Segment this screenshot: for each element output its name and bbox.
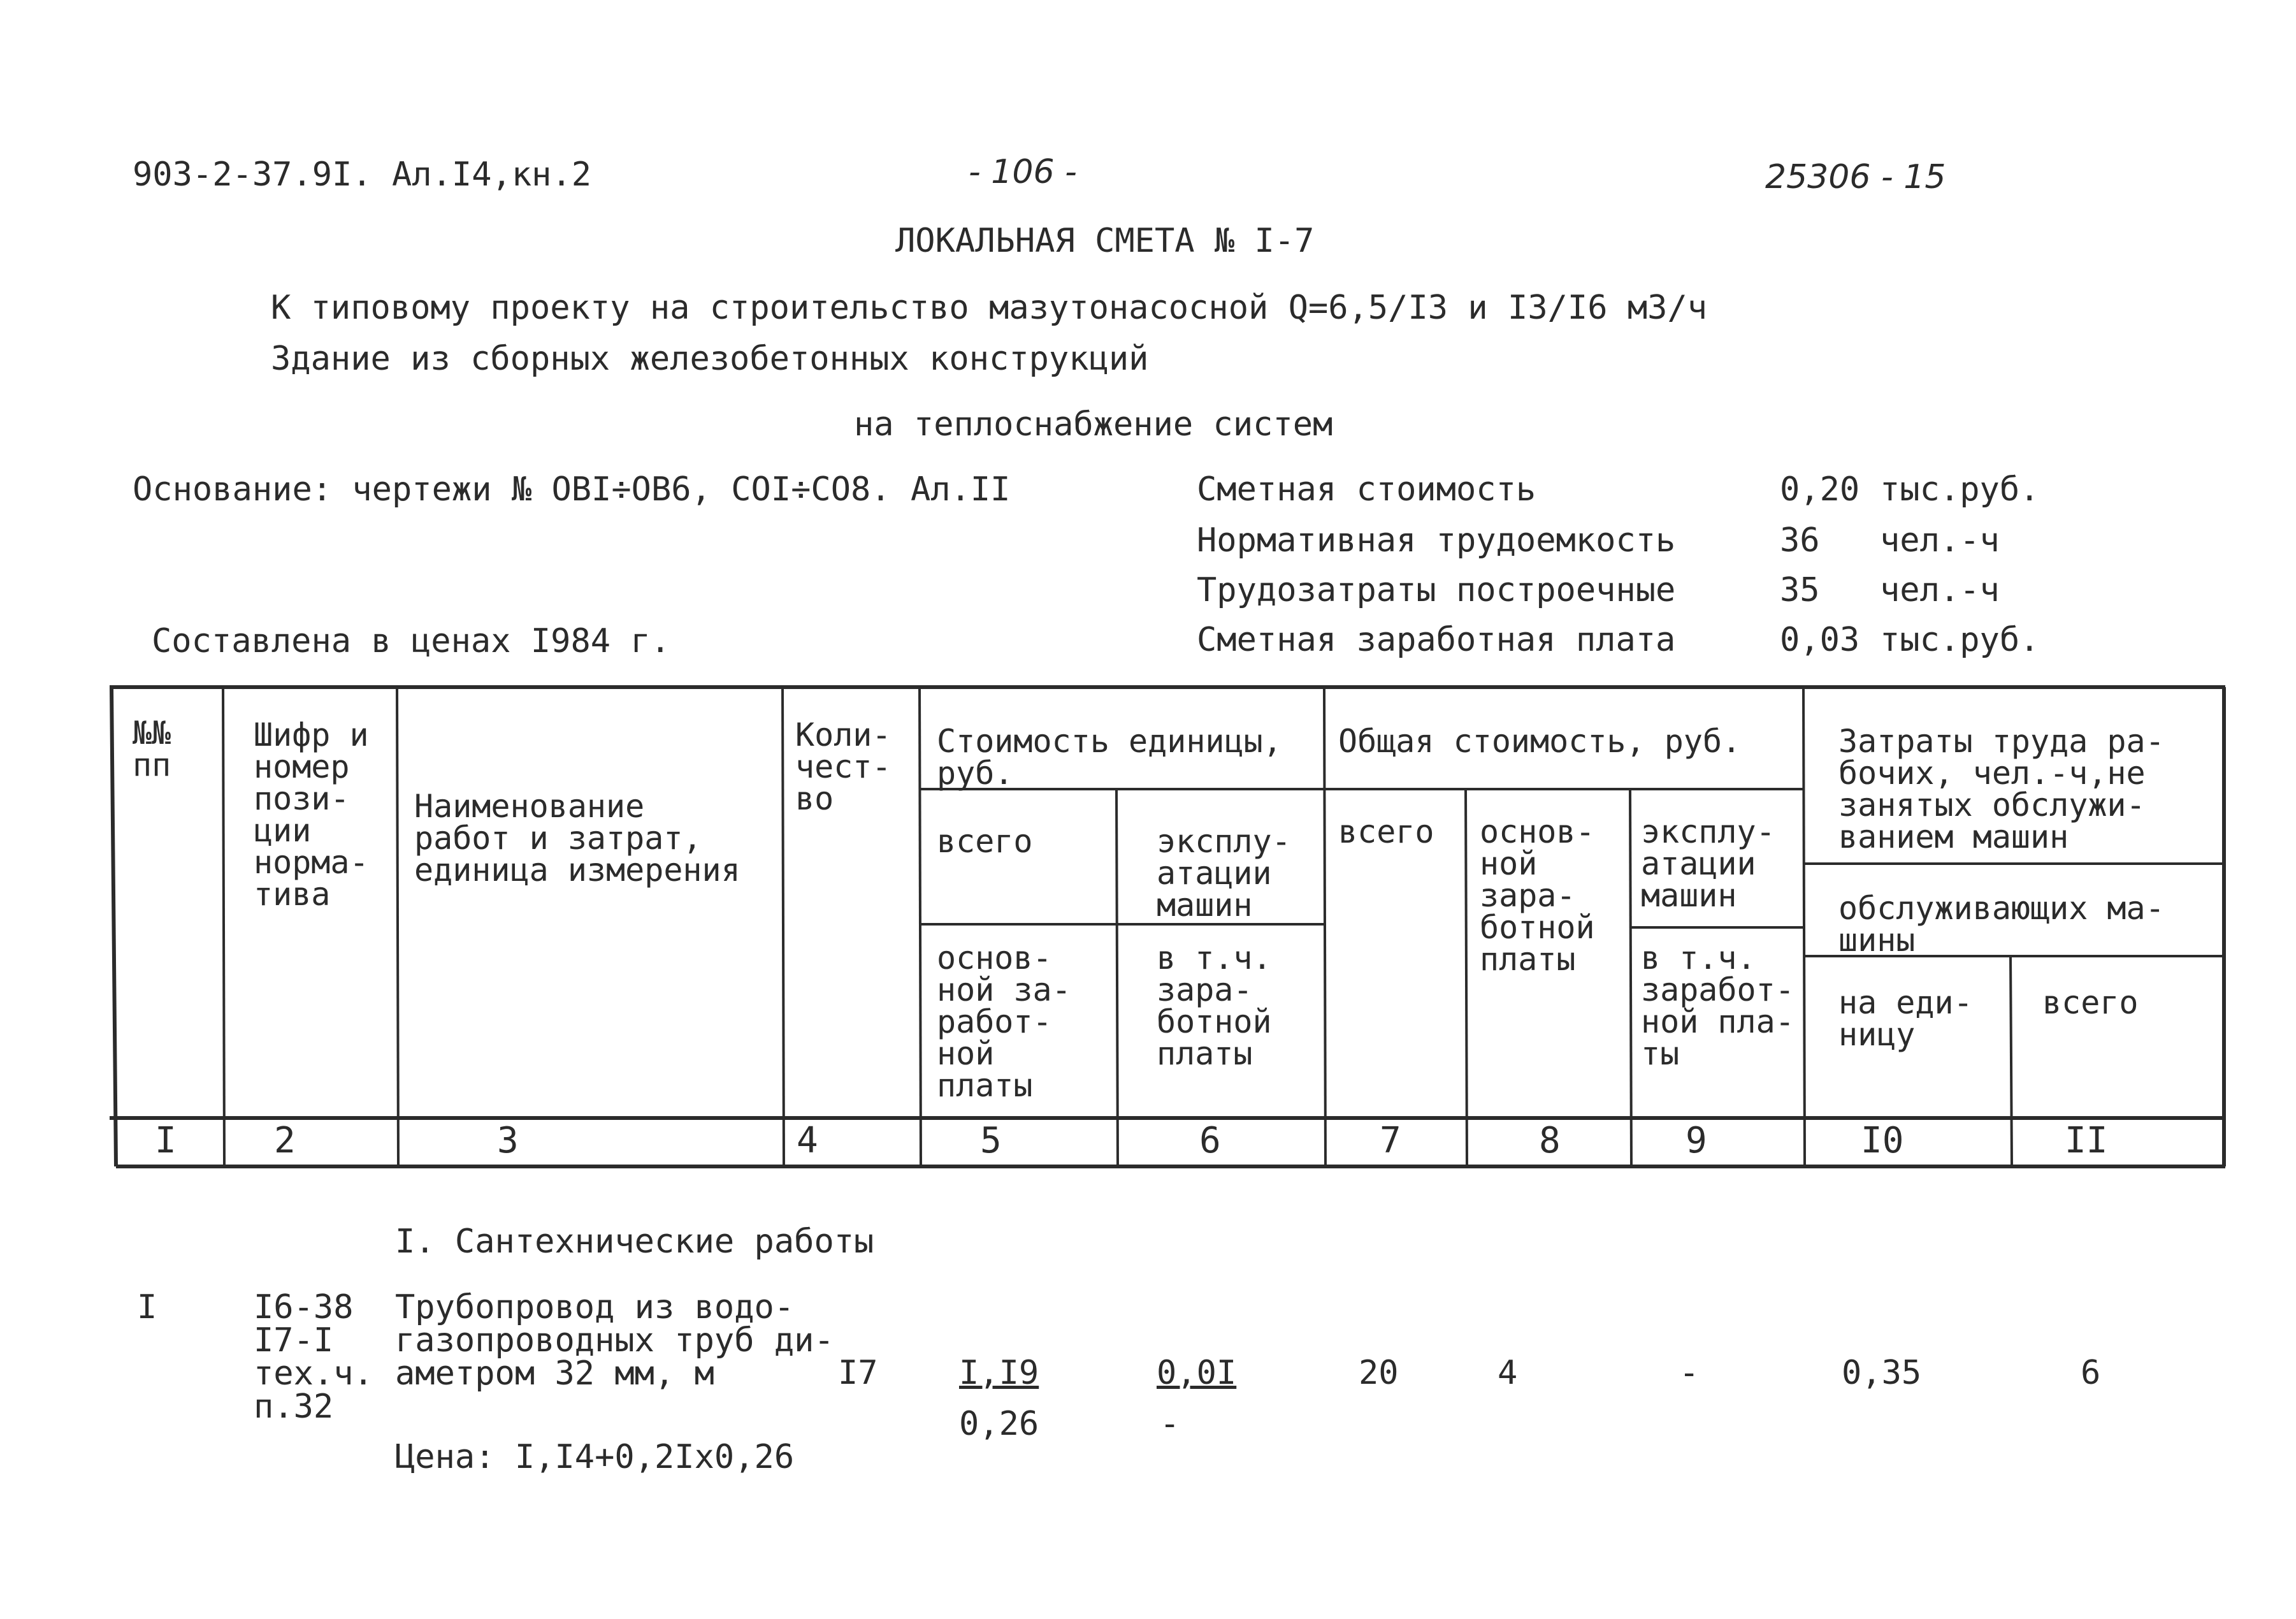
project-subtitle-line2: Здание из сборных железобетонных конструкций	[271, 340, 1149, 378]
column-number: 9	[1686, 1120, 1707, 1161]
basis-line: Основание: чертежи № ОВI÷ОВ6, СОI÷СО8. Ал.II	[133, 470, 1011, 509]
summary-value: 35	[1780, 571, 1820, 609]
row-labor-total: 6	[2081, 1354, 2101, 1392]
summary-unit: чел.-ч	[1880, 571, 2000, 609]
summary-label: Сметная заработная плата	[1197, 621, 1676, 659]
row-price-note: Цена: I,I4+0,2Iх0,26	[395, 1438, 795, 1476]
row-total-all: 20	[1359, 1354, 1399, 1392]
summary-unit: чел.-ч	[1880, 521, 2000, 560]
row-norm-code: I6-38 I7-I тех.ч. п.32	[254, 1288, 373, 1426]
row-total-machine: -	[1679, 1354, 1700, 1392]
prices-line: Составлена в ценах I984 г.	[152, 622, 670, 660]
header-work-name: Наименование работ и затрат, единица измерения	[414, 788, 740, 889]
column-number: I0	[1861, 1120, 1904, 1161]
header-quantity: Коли- чест- во	[795, 716, 892, 817]
header-row-number: №№ пп	[133, 715, 171, 783]
header-unit-total: всего	[937, 823, 1033, 860]
row-quantity: I7	[838, 1354, 878, 1392]
row-unit-machine: 0,0I	[1157, 1354, 1237, 1392]
page-number: - 106 -	[969, 153, 1077, 191]
summary-value: 36	[1780, 521, 1820, 560]
column-number: 8	[1539, 1120, 1561, 1161]
row-number: I	[137, 1288, 157, 1326]
doc-code: 903-2-37.9I. Ал.I4,кн.2	[133, 156, 592, 194]
header-labor-per-unit: на еди- ницу	[1838, 984, 1973, 1053]
column-number: 2	[274, 1120, 296, 1161]
header-total-all: всего	[1338, 813, 1434, 850]
column-number: 5	[980, 1120, 1002, 1161]
header-unit-cost: Стоимость единицы, руб.	[937, 723, 1282, 792]
summary-label: Трудозатраты построечные	[1197, 571, 1676, 609]
column-number: 6	[1199, 1120, 1221, 1161]
section-heading: на теплоснабжение систем	[854, 405, 1333, 444]
row-work-name: Трубопровод из водо- газопроводных труб ди- аметром 32 мм, м	[395, 1288, 834, 1393]
header-norm-code: Шифр и номер пози- ции норма- тива	[254, 716, 369, 913]
column-number: 4	[797, 1120, 818, 1161]
header-unit-machine: эксплу- атации машин	[1157, 823, 1291, 924]
header-total-basic-wage: основ- ной зара- ботной платы	[1480, 813, 1595, 978]
row-total-basic-wage: 4	[1498, 1354, 1518, 1392]
summary-label: Нормативная трудоемкость	[1197, 521, 1676, 560]
column-number: 7	[1380, 1120, 1401, 1161]
summary-label: Сметная стоимость	[1197, 470, 1536, 509]
header-labor-machines: обслуживающих ма- шины	[1838, 890, 2165, 959]
inventory-number: 25306 - 15	[1765, 158, 1946, 196]
summary-value: 0,03	[1780, 621, 1860, 659]
column-number: II	[2065, 1120, 2108, 1161]
header-unit-basic-wage: основ- ной за- работ- ной платы	[937, 940, 1071, 1104]
row-labor-per-unit: 0,35	[1842, 1354, 1922, 1392]
summary-unit: тыс.руб.	[1880, 621, 2040, 659]
header-labor-total: всего	[2042, 984, 2139, 1021]
column-number: I	[155, 1120, 177, 1161]
summary-value: 0,20	[1780, 470, 1860, 509]
summary-unit: тыс.руб.	[1880, 470, 2040, 509]
header-total-machine-wage: в т.ч. заработ- ной пла- ты	[1641, 940, 1794, 1072]
section-title: I. Сантехнические работы	[395, 1223, 874, 1261]
row-unit-basic-wage: 0,26	[959, 1405, 1039, 1443]
document-title: ЛОКАЛЬНАЯ СМЕТА № I-7	[895, 222, 1315, 260]
header-labor: Затраты труда ра- бочих, чел.-ч,не занятых обслужи- ванием машин	[1838, 723, 2165, 855]
project-subtitle-line1: К типовому проекту на строительство мазутонасосной Q=6,5/I3 и I3/I6 м3/ч	[271, 289, 1708, 327]
row-unit-total: I,I9	[959, 1354, 1039, 1392]
header-total-cost: Общая стоимость, руб.	[1338, 723, 1742, 760]
header-unit-machine-wage: в т.ч. зара- ботной платы	[1157, 940, 1272, 1072]
header-total-machine: эксплу- атации машин	[1641, 813, 1775, 914]
row-unit-machine-wage: -	[1160, 1405, 1180, 1443]
column-number: 3	[497, 1120, 519, 1161]
